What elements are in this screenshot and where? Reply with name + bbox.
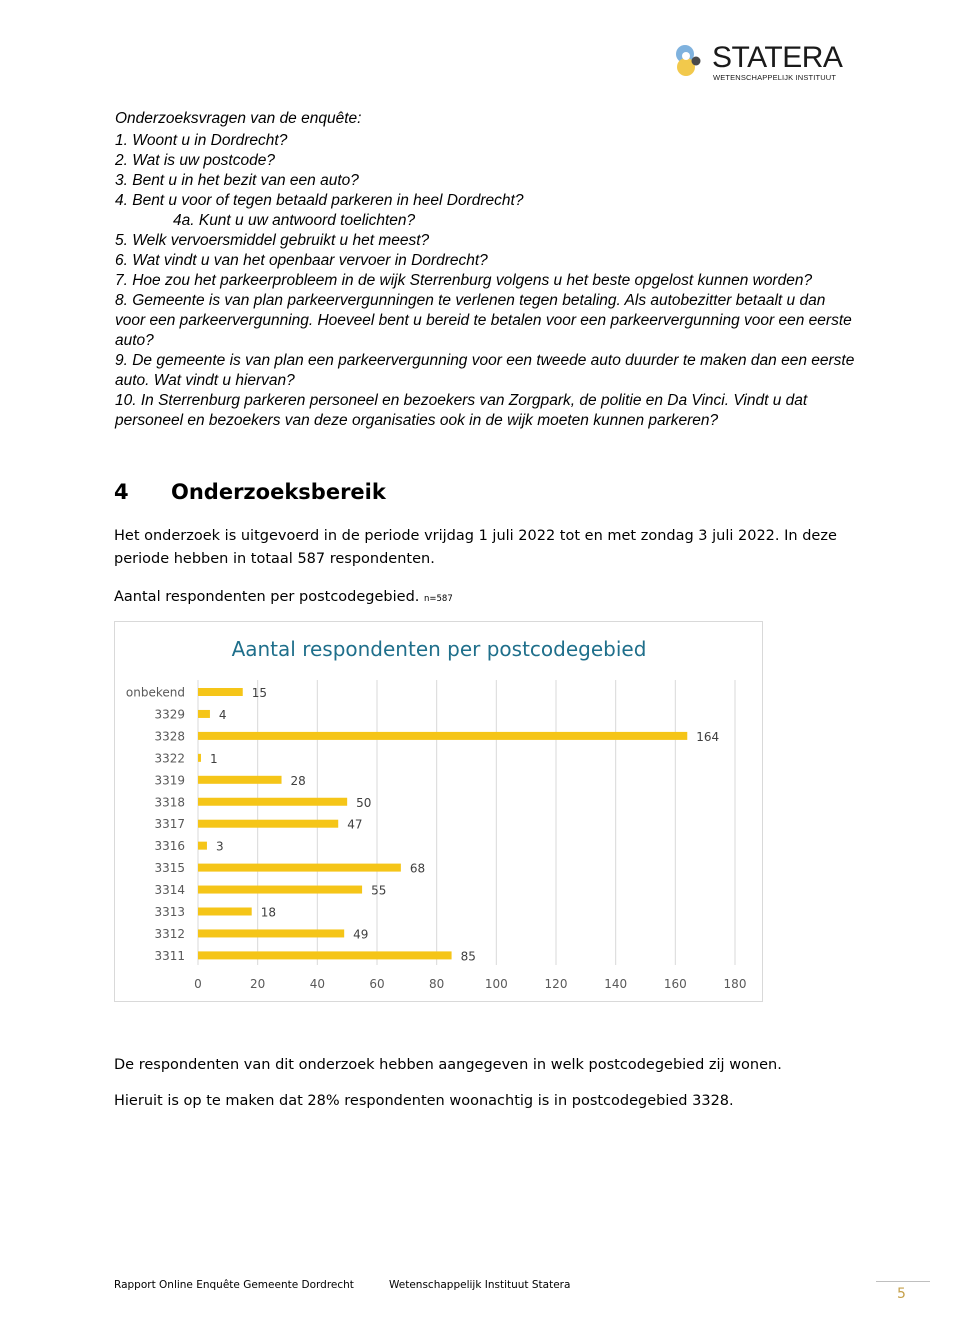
chart-x-tick-label: 120 [544, 977, 568, 991]
chart-bar [198, 688, 243, 696]
chart-bar [198, 842, 207, 850]
section-title: Onderzoeksbereik [171, 480, 386, 504]
question-item: 1. Woont u in Dordrecht? [115, 132, 288, 149]
page-number: 5 [897, 1286, 906, 1302]
chart-x-ticks [194, 977, 746, 991]
chart-category-label: 3329 [154, 707, 185, 722]
statera-logo [672, 42, 847, 86]
chart-value-label: 164 [696, 729, 720, 744]
chart-bar [198, 908, 252, 916]
question-item: 7. Hoe zou het parkeerprobleem in de wijk Sterrenburg volgens u het beste opgelost kunnen worden? [115, 272, 813, 289]
questions-title: Onderzoeksvragen van de enquête: [115, 110, 362, 127]
chart-category-label: 3322 [154, 751, 185, 766]
chart-bar [198, 886, 362, 894]
chart-category-label: 3317 [154, 817, 185, 832]
footer-institute: Wetenschappelijk Instituut Statera [389, 1279, 571, 1291]
question-item: 4. Bent u voor of tegen betaald parkeren in heel Dordrecht? [115, 192, 524, 209]
chart-value-label: 47 [347, 817, 363, 832]
question-item: 2. Wat is uw postcode? [115, 152, 275, 169]
chart-bar [198, 798, 347, 806]
question-item: 9. De gemeente is van plan een parkeervergunning voor een tweede auto duurder te maken dan een eerste auto. Wat vindt u hiervan? [115, 352, 855, 389]
footer-report-title: Rapport Online Enquête Gemeente Dordrecht [114, 1279, 354, 1291]
chart-svg [115, 622, 764, 1003]
chart-caption-text: Aantal respondenten per postcodegebied. [114, 589, 420, 605]
question-item: 3. Bent u in het bezit van een auto? [115, 172, 359, 189]
logo-subtitle: WETENSCHAPPELIJK INSTITUUT [713, 73, 837, 82]
section-heading [114, 480, 386, 504]
chart-value-label: 18 [260, 905, 276, 920]
chart-caption [114, 586, 854, 611]
question-item: 6. Wat vindt u van het openbaar vervoer in Dordrecht? [115, 252, 488, 269]
chart-value-label: 50 [356, 795, 372, 810]
conclusion-paragraph-2: Hieruit is op te maken dat 28% respondenten woonachtig is in postcodegebied 3328. [114, 1093, 734, 1109]
question-item: 5. Welk vervoersmiddel gebruikt u het meest? [115, 232, 430, 249]
chart-bar [198, 864, 401, 872]
chart-category-label: 3312 [154, 926, 185, 941]
chart-x-tick-label: 180 [723, 977, 747, 991]
chart-bar [198, 951, 452, 959]
chart-x-tick-label: 160 [663, 977, 687, 991]
chart-value-label: 28 [290, 773, 306, 788]
survey-questions [115, 109, 855, 431]
chart-bar [198, 776, 282, 784]
chart-x-tick-label: 40 [309, 977, 325, 991]
chart-category-label: 3314 [154, 883, 185, 898]
chart-bar [198, 732, 687, 740]
chart-category-label: 3318 [154, 795, 185, 810]
chart-category-label: onbekend [125, 685, 185, 700]
chart-value-label: 85 [460, 949, 476, 964]
chart-category-label: 3328 [154, 729, 185, 744]
logo-name: STATERA [712, 41, 843, 74]
chart-x-tick-label: 60 [369, 977, 385, 991]
chart-x-tick-label: 80 [429, 977, 445, 991]
chart-category-labels [126, 686, 185, 963]
question-item: 8. Gemeente is van plan parkeervergunningen te verlenen tegen betaling. Als autobezitter betaalt u dan voor een parkeervergunning. Hoeveel bent u bereid te betalen voor een parkeervergunning voor een eerste auto? [115, 292, 852, 349]
question-item: 10. In Sterrenburg parkeren personeel en bezoekers van Zorgpark, de politie en Da Vinci. Vindt u dat personeel en bezoekers van deze organisaties ook in de wijk moeten kunnen parkeren? [115, 392, 808, 429]
chart-value-label: 55 [371, 883, 387, 898]
chart-value-label: 49 [353, 927, 369, 942]
respondents-chart [114, 621, 763, 1002]
question-item: 4a. Kunt u uw antwoord toelichten? [173, 212, 416, 229]
chart-bar [198, 929, 344, 937]
chart-value-label: 3 [215, 839, 224, 854]
section-number: 4 [114, 480, 129, 504]
page-number-rule [876, 1281, 930, 1282]
chart-category-label: 3319 [154, 773, 185, 788]
chart-value-label: 1 [209, 751, 218, 766]
chart-category-label: 3315 [154, 861, 185, 876]
chart-category-label: 3311 [154, 948, 185, 963]
chart-x-tick-label: 0 [194, 977, 202, 991]
chart-category-label: 3316 [154, 839, 185, 854]
intro-paragraph: Het onderzoek is uitgevoerd in de periode vrijdag 1 juli 2022 tot en met zondag 3 juli 2022. In deze periode hebben in totaal 587 respondenten. [114, 528, 837, 567]
conclusion-paragraph-1: De respondenten van dit onderzoek hebben aangegeven in welk postcodegebied zij wonen. [114, 1057, 782, 1073]
chart-x-tick-label: 140 [604, 977, 628, 991]
chart-bar [198, 820, 338, 828]
chart-value-label: 15 [251, 686, 268, 700]
chart-bar [198, 754, 201, 762]
chart-title: Aantal respondenten per postcodegebied [231, 637, 647, 661]
chart-category-label: 3313 [154, 905, 185, 919]
chart-caption-n: n=587 [424, 594, 453, 604]
statera-logo-icon [672, 42, 708, 78]
chart-value-label: 68 [409, 861, 426, 876]
chart-x-tick-label: 100 [484, 977, 508, 991]
chart-bar [198, 710, 210, 718]
chart-value-label: 4 [218, 707, 227, 722]
chart-x-tick-label: 20 [250, 977, 266, 991]
